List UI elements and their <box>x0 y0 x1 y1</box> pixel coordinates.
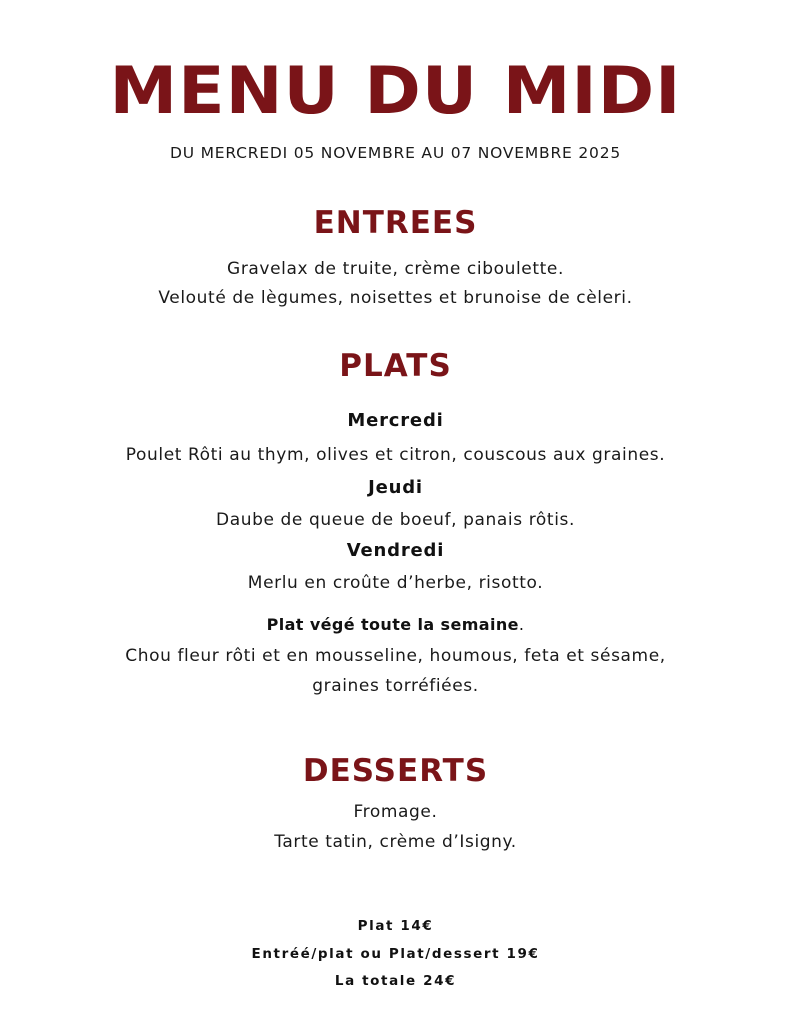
section-heading-desserts: DESSERTS <box>302 753 489 789</box>
day-label-mercredi: Mercredi <box>347 410 444 431</box>
dessert-item: Fromage. <box>353 802 438 822</box>
veg-dish-heading <box>0 613 791 637</box>
day-label-jeudi: Jeudi <box>368 477 423 498</box>
veg-dish-line: Chou fleur rôti et en mousseline, houmous, feta et sésame, <box>125 646 666 666</box>
section-heading-plats: PLATS <box>339 348 452 384</box>
price-line: Entréé/plat ou Plat/dessert 19€ <box>251 946 540 962</box>
menu-date-range: DU MERCREDI 05 NOVEMBRE AU 07 NOVEMBRE 2025 <box>169 144 622 162</box>
veg-label: Plat végé toute la semaine <box>266 615 519 634</box>
dish-jeudi: Daube de queue de boeuf, panais rôtis. <box>216 510 575 530</box>
price-line: La totale 24€ <box>334 973 457 989</box>
dessert-item: Tarte tatin, crème d’Isigny. <box>274 832 517 852</box>
day-label-vendredi: Vendredi <box>346 540 445 561</box>
entree-item: Velouté de lègumes, noisettes et brunoise de cèleri. <box>158 288 633 308</box>
section-heading-entrees: ENTREES <box>313 205 478 241</box>
veg-dish-line: graines torréfiées. <box>312 676 479 696</box>
entree-item: Gravelax de truite, crème ciboulette. <box>227 259 564 279</box>
veg-punct: . <box>518 615 525 634</box>
menu-title: MENU DU MIDI <box>109 54 682 130</box>
price-line: Plat 14€ <box>357 918 434 934</box>
dish-mercredi: Poulet Rôti au thym, olives et citron, couscous aux graines. <box>125 445 666 465</box>
dish-vendredi: Merlu en croûte d’herbe, risotto. <box>247 573 544 593</box>
